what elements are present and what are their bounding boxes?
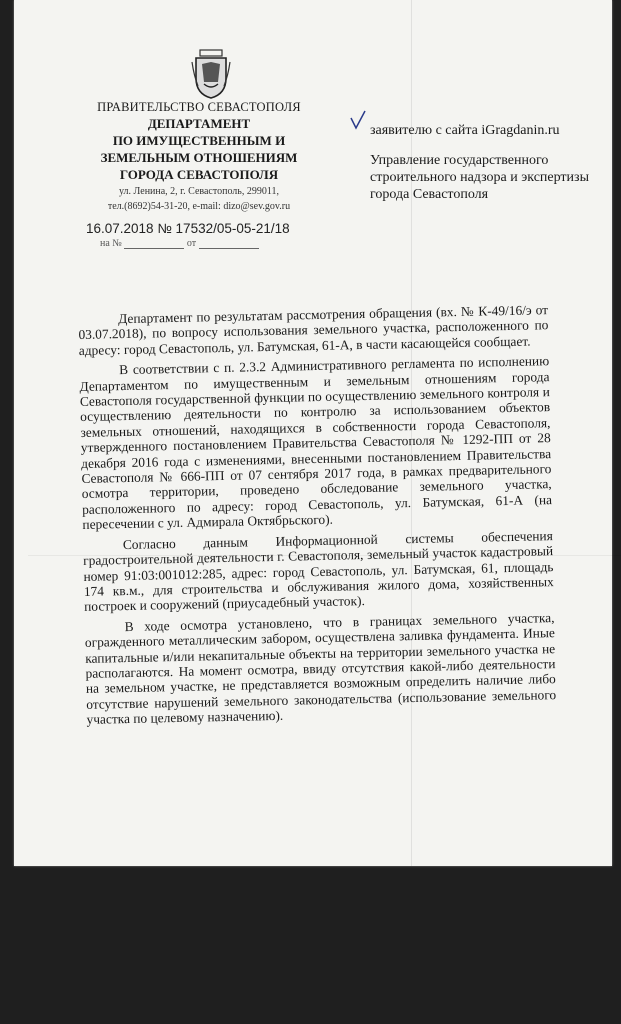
coat-of-arms-icon — [190, 48, 232, 100]
paragraph-4: В ходе осмотра установлено, что в границах земельного участка, огражденного металлическим забором, осуществлена заливка фундамента. Иные капитальные и/или некапитальные объекты на территории земельного участка не располагаются. На момент осмотра, ввиду отсутствия какой-либо деятельности на земельном участке, не представляется возможным определить наличие либо отсутствие нарушений земельного законодательства (использование земельного участка по целевому назначению). — [84, 609, 557, 728]
na-blank — [124, 239, 184, 249]
letter-body — [78, 302, 557, 732]
paragraph-2: В соответствии с п. 2.3.2 Административного регламента по исполнению Департаментом по имущественным и земельным отношениям города Севастополя государственной функции по осуществлению земельного контроля и осуществлению деятельности по контролю за использованием объектов земельных отношений, находящихся в собственности города Севастополя, утвержденного постановлением Правительства Севастополя № 1292-ПП от 28 декабря 2016 года с изменениями, внесенными постановлением Правительства Севастополя № 666-ПП от 07 сентября 2017 года, в рамках предварительного осмотра территории, проведено обследование земельного участка, расположенного по адресу: город Севастополь, ул. Батумская, 61-А (на пересечении с ул. Адмирала Октябрьского). — [79, 353, 553, 533]
paragraph-1: Департамент по результатам рассмотрения обращения (вх. № К-49/16/э от 03.07.2018), по вопросу использования земельного участка, расположенного по адресу: город Севастополь, ул. Батумская, 61-А, в части касающейся сообщает. — [78, 302, 549, 358]
ot-blank — [199, 239, 259, 249]
reference-line — [100, 238, 259, 249]
department-name-line3: ЗЕМЕЛЬНЫМ ОТНОШЕНИЯМ — [100, 150, 298, 165]
department-name-line4: ГОРОДА СЕВАСТОПОЛЯ — [119, 167, 279, 182]
registration-number: 16.07.2018 № 17532/05-05-21/18 — [86, 221, 290, 236]
address-line1: ул. Ленина, 2, г. Севастополь, 299011, — [118, 186, 279, 197]
department-name-line2: ПО ИМУЩЕСТВЕННЫМ И — [112, 133, 286, 148]
recipient-line2: Управление государственного строительного надзора и экспертизы города Севастополя — [370, 153, 589, 202]
ot-label: от — [186, 238, 197, 249]
recipient-line1: заявителю с сайта iGragdanin.ru — [370, 123, 560, 138]
address-line2: тел.(8692)54-31-20, e-mail: dizo@sev.gov.ru — [107, 201, 291, 212]
sender-header — [90, 100, 308, 213]
paragraph-3: Согласно данным Информационной системы обеспечения градостроительной деятельности г. Севастополя, земельный участок кадастровый номер 91:03:001012:285, адрес: город Севастополь, ул. Батумская, 61, площадь 174 кв.м., для строительства и обслуживания жилого дома, хозяйственных построек и сооружений (приусадебный участок). — [83, 527, 554, 615]
na-label: на № — [100, 238, 122, 249]
department-name-line1: ДЕПАРТАМЕНТ — [147, 116, 251, 131]
government-name: ПРАВИТЕЛЬСТВО СЕВАСТОПОЛЯ — [97, 100, 301, 114]
check-mark-icon — [349, 110, 367, 130]
